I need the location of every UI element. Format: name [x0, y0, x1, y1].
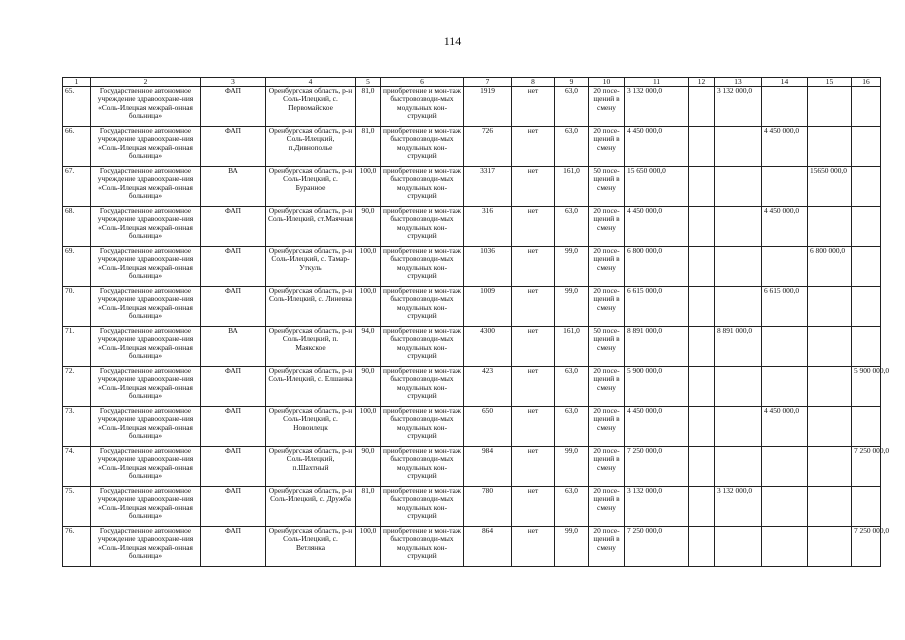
wear-percent-cell: 90,0	[356, 367, 381, 407]
availability-cell: нет	[512, 327, 555, 367]
capacity-cell: 20 посе-щений в смену	[589, 527, 625, 567]
year-cost-cell-12	[689, 327, 715, 367]
year-cost-cell-16	[852, 487, 881, 527]
availability-cell: нет	[512, 127, 555, 167]
total-cost-cell: 6 800 000,0	[625, 247, 689, 287]
capacity-cell: 20 посе-щений в смену	[589, 247, 625, 287]
year-cost-cell-16	[852, 207, 881, 247]
work-description-cell: приобретение и мон-таж быстровозводи-мых модульных кон-струкций	[381, 407, 464, 447]
wear-percent-cell: 81,0	[356, 87, 381, 127]
capacity-cell: 20 посе-щений в смену	[589, 207, 625, 247]
year-cost-cell-16	[852, 87, 881, 127]
year-cost-cell-12	[689, 207, 715, 247]
location-cell: Оренбургская область, р-н Соль-Илецкий, с. Первомайское	[266, 87, 356, 127]
year-cost-cell-15	[808, 287, 852, 327]
row-number-cell: 73.	[63, 407, 91, 447]
year-cost-cell-16	[852, 407, 881, 447]
availability-cell: нет	[512, 247, 555, 287]
year-cost-cell-13	[715, 167, 762, 207]
wear-percent-cell: 100,0	[356, 527, 381, 567]
column-header: 16	[852, 78, 881, 87]
area-cell: 161,0	[555, 167, 589, 207]
year-cost-cell-14	[762, 167, 808, 207]
year-cost-cell-12	[689, 487, 715, 527]
total-cost-cell: 15 650 000,0	[625, 167, 689, 207]
facility-type-cell: ФАП	[201, 127, 266, 167]
population-cell: 780	[464, 487, 512, 527]
organization-cell: Государственное автономное учреждение здравоохране-ния «Соль-Илецкая межрай-онная больница»	[91, 207, 201, 247]
table-row	[63, 207, 881, 247]
row-number-cell: 75.	[63, 487, 91, 527]
facility-type-cell: ФАП	[201, 287, 266, 327]
capacity-cell: 20 посе-щений в смену	[589, 487, 625, 527]
year-cost-cell-12	[689, 247, 715, 287]
availability-cell: нет	[512, 447, 555, 487]
year-cost-cell-16	[852, 167, 881, 207]
table-row	[63, 487, 881, 527]
year-cost-cell-16	[852, 287, 881, 327]
population-cell: 726	[464, 127, 512, 167]
population-cell: 1009	[464, 287, 512, 327]
facility-type-cell: ФАП	[201, 367, 266, 407]
population-cell: 316	[464, 207, 512, 247]
table-row	[63, 367, 881, 407]
area-cell: 99,0	[555, 527, 589, 567]
year-cost-cell-16	[852, 247, 881, 287]
area-cell: 63,0	[555, 87, 589, 127]
year-cost-cell-12	[689, 527, 715, 567]
capacity-cell: 20 посе-щений в смену	[589, 447, 625, 487]
facilities-table	[62, 77, 890, 567]
table-row	[63, 87, 881, 127]
year-cost-cell-15	[808, 527, 852, 567]
total-cost-cell: 8 891 000,0	[625, 327, 689, 367]
page-number: 114	[443, 34, 462, 48]
row-number-cell: 69.	[63, 247, 91, 287]
location-cell: Оренбургская область, р-н Соль-Илецкий, с. Буранное	[266, 167, 356, 207]
row-number-cell: 76.	[63, 527, 91, 567]
work-description-cell: приобретение и мон-таж быстровозводи-мых модульных кон-струкций	[381, 127, 464, 167]
total-cost-cell: 5 900 000,0	[625, 367, 689, 407]
capacity-cell: 20 посе-щений в смену	[589, 87, 625, 127]
work-description-cell: приобретение и мон-таж быстровозводи-мых модульных кон-струкций	[381, 87, 464, 127]
year-cost-cell-13: 3 132 000,0	[715, 487, 762, 527]
total-cost-cell: 7 250 000,0	[625, 447, 689, 487]
total-cost-cell: 6 615 000,0	[625, 287, 689, 327]
organization-cell: Государственное автономное учреждение здравоохране-ния «Соль-Илецкая межрай-онная больница»	[91, 447, 201, 487]
year-cost-cell-16: 5 900 000,0	[852, 367, 881, 407]
organization-cell: Государственное автономное учреждение здравоохране-ния «Соль-Илецкая межрай-онная больница»	[91, 127, 201, 167]
table-row	[63, 287, 881, 327]
work-description-cell: приобретение и мон-таж быстровозводи-мых модульных кон-струкций	[381, 327, 464, 367]
column-header: 3	[201, 78, 266, 87]
capacity-cell: 50 посе-щений в смену	[589, 167, 625, 207]
facility-type-cell: ВА	[201, 167, 266, 207]
location-cell: Оренбургская область, р-н Соль-Илецкий, п.Шахтный	[266, 447, 356, 487]
year-cost-cell-13	[715, 207, 762, 247]
organization-cell: Государственное автономное учреждение здравоохране-ния «Соль-Илецкая межрай-онная больница»	[91, 247, 201, 287]
area-cell: 99,0	[555, 447, 589, 487]
wear-percent-cell: 81,0	[356, 487, 381, 527]
row-number-cell: 65.	[63, 87, 91, 127]
total-cost-cell: 3 132 000,0	[625, 487, 689, 527]
total-cost-cell: 7 250 000,0	[625, 527, 689, 567]
availability-cell: нет	[512, 407, 555, 447]
wear-percent-cell: 100,0	[356, 247, 381, 287]
availability-cell: нет	[512, 87, 555, 127]
year-cost-cell-13	[715, 527, 762, 567]
year-cost-cell-13: 8 891 000,0	[715, 327, 762, 367]
year-cost-cell-14: 4 450 000,0	[762, 407, 808, 447]
table-row	[63, 167, 881, 207]
work-description-cell: приобретение и мон-таж быстровозводи-мых модульных кон-струкций	[381, 287, 464, 327]
wear-percent-cell: 90,0	[356, 207, 381, 247]
column-header: 10	[589, 78, 625, 87]
location-cell: Оренбургская область, р-н Соль-Илецкий, с. Елшанка	[266, 367, 356, 407]
column-header: 14	[762, 78, 808, 87]
total-cost-cell: 4 450 000,0	[625, 407, 689, 447]
column-header: 12	[689, 78, 715, 87]
column-header: 7	[464, 78, 512, 87]
year-cost-cell-12	[689, 367, 715, 407]
area-cell: 99,0	[555, 287, 589, 327]
year-cost-cell-15	[808, 207, 852, 247]
column-header: 2	[91, 78, 201, 87]
wear-percent-cell: 90,0	[356, 447, 381, 487]
year-cost-cell-16: 7 250 000,0	[852, 527, 881, 567]
column-header: 11	[625, 78, 689, 87]
column-header: 6	[381, 78, 464, 87]
year-cost-cell-15	[808, 127, 852, 167]
work-description-cell: приобретение и мон-таж быстровозводи-мых модульных кон-струкций	[381, 447, 464, 487]
wear-percent-cell: 100,0	[356, 287, 381, 327]
population-cell: 1036	[464, 247, 512, 287]
year-cost-cell-14: 4 450 000,0	[762, 127, 808, 167]
year-cost-cell-13	[715, 247, 762, 287]
row-number-cell: 74.	[63, 447, 91, 487]
year-cost-cell-14: 4 450 000,0	[762, 207, 808, 247]
work-description-cell: приобретение и мон-таж быстровозводи-мых модульных кон-струкций	[381, 367, 464, 407]
organization-cell: Государственное автономное учреждение здравоохране-ния «Соль-Илецкая межрай-онная больница»	[91, 367, 201, 407]
column-header: 1	[63, 78, 91, 87]
year-cost-cell-14: 6 615 000,0	[762, 287, 808, 327]
total-cost-cell: 3 132 000,0	[625, 87, 689, 127]
year-cost-cell-14	[762, 247, 808, 287]
facility-type-cell: ВА	[201, 327, 266, 367]
year-cost-cell-13	[715, 287, 762, 327]
column-header: 9	[555, 78, 589, 87]
year-cost-cell-13	[715, 447, 762, 487]
capacity-cell: 20 посе-щений в смену	[589, 367, 625, 407]
row-number-cell: 70.	[63, 287, 91, 327]
column-header: 13	[715, 78, 762, 87]
wear-percent-cell: 94,0	[356, 327, 381, 367]
work-description-cell: приобретение и мон-таж быстровозводи-мых модульных кон-струкций	[381, 167, 464, 207]
capacity-cell: 50 посе-щений в смену	[589, 327, 625, 367]
organization-cell: Государственное автономное учреждение здравоохране-ния «Соль-Илецкая межрай-онная больница»	[91, 87, 201, 127]
year-cost-cell-13	[715, 407, 762, 447]
population-cell: 984	[464, 447, 512, 487]
population-cell: 1919	[464, 87, 512, 127]
organization-cell: Государственное автономное учреждение здравоохране-ния «Соль-Илецкая межрай-онная больница»	[91, 487, 201, 527]
area-cell: 63,0	[555, 127, 589, 167]
work-description-cell: приобретение и мон-таж быстровозводи-мых модульных кон-струкций	[381, 247, 464, 287]
population-cell: 423	[464, 367, 512, 407]
year-cost-cell-12	[689, 167, 715, 207]
row-number-cell: 68.	[63, 207, 91, 247]
facility-type-cell: ФАП	[201, 407, 266, 447]
year-cost-cell-12	[689, 127, 715, 167]
year-cost-cell-14	[762, 327, 808, 367]
year-cost-cell-13: 3 132 000,0	[715, 87, 762, 127]
facility-type-cell: ФАП	[201, 207, 266, 247]
availability-cell: нет	[512, 287, 555, 327]
total-cost-cell: 4 450 000,0	[625, 207, 689, 247]
wear-percent-cell: 100,0	[356, 407, 381, 447]
location-cell: Оренбургская область, р-н Соль-Илецкий, ст.Маячная	[266, 207, 356, 247]
year-cost-cell-16: 7 250 000,0	[852, 447, 881, 487]
row-number-cell: 71.	[63, 327, 91, 367]
year-cost-cell-16	[852, 127, 881, 167]
year-cost-cell-15	[808, 87, 852, 127]
table-row	[63, 127, 881, 167]
year-cost-cell-13	[715, 127, 762, 167]
population-cell: 650	[464, 407, 512, 447]
year-cost-cell-15: 6 800 000,0	[808, 247, 852, 287]
year-cost-cell-12	[689, 447, 715, 487]
table-row	[63, 327, 881, 367]
year-cost-cell-14	[762, 367, 808, 407]
population-cell: 3317	[464, 167, 512, 207]
table-row	[63, 247, 881, 287]
location-cell: Оренбургская область, р-н Соль-Илецкий, с. Тамар-Уткуль	[266, 247, 356, 287]
facility-type-cell: ФАП	[201, 447, 266, 487]
year-cost-cell-16	[852, 327, 881, 367]
row-number-cell: 67.	[63, 167, 91, 207]
location-cell: Оренбургская область, р-н Соль-Илецкий, с. Дружба	[266, 487, 356, 527]
organization-cell: Государственное автономное учреждение здравоохране-ния «Соль-Илецкая межрай-онная больница»	[91, 167, 201, 207]
capacity-cell: 20 посе-щений в смену	[589, 407, 625, 447]
availability-cell: нет	[512, 207, 555, 247]
total-cost-cell: 4 450 000,0	[625, 127, 689, 167]
organization-cell: Государственное автономное учреждение здравоохране-ния «Соль-Илецкая межрай-онная больница»	[91, 327, 201, 367]
column-header: 8	[512, 78, 555, 87]
year-cost-cell-12	[689, 87, 715, 127]
row-number-cell: 66.	[63, 127, 91, 167]
year-cost-cell-15	[808, 487, 852, 527]
area-cell: 99,0	[555, 247, 589, 287]
population-cell: 4300	[464, 327, 512, 367]
capacity-cell: 20 посе-щений в смену	[589, 287, 625, 327]
column-header: 5	[356, 78, 381, 87]
year-cost-cell-13	[715, 367, 762, 407]
location-cell: Оренбургская область, р-н Соль-Илецкий, с. Ветлянка	[266, 527, 356, 567]
year-cost-cell-12	[689, 287, 715, 327]
column-header: 15	[808, 78, 852, 87]
work-description-cell: приобретение и мон-таж быстровозводи-мых модульных кон-струкций	[381, 207, 464, 247]
area-cell: 161,0	[555, 327, 589, 367]
table-row	[63, 447, 881, 487]
location-cell: Оренбургская область, р-н Соль-Илецкий, с. Новоилецк	[266, 407, 356, 447]
table-row	[63, 407, 881, 447]
area-cell: 63,0	[555, 487, 589, 527]
organization-cell: Государственное автономное учреждение здравоохране-ния «Соль-Илецкая межрай-онная больница»	[91, 527, 201, 567]
organization-cell: Государственное автономное учреждение здравоохране-ния «Соль-Илецкая межрай-онная больница»	[91, 287, 201, 327]
location-cell: Оренбургская область, р-н Соль-Илецкий, с. Линевка	[266, 287, 356, 327]
year-cost-cell-15	[808, 327, 852, 367]
year-cost-cell-15: 15650 000,0	[808, 167, 852, 207]
year-cost-cell-15	[808, 447, 852, 487]
availability-cell: нет	[512, 367, 555, 407]
location-cell: Оренбургская область, р-н Соль-Илецкий, п. Маякское	[266, 327, 356, 367]
row-number-cell: 72.	[63, 367, 91, 407]
column-header: 4	[266, 78, 356, 87]
facility-type-cell: ФАП	[201, 87, 266, 127]
area-cell: 63,0	[555, 407, 589, 447]
wear-percent-cell: 100,0	[356, 167, 381, 207]
table-row	[63, 527, 881, 567]
work-description-cell: приобретение и мон-таж быстровозводи-мых модульных кон-струкций	[381, 487, 464, 527]
capacity-cell: 20 посе-щений в смену	[589, 127, 625, 167]
organization-cell: Государственное автономное учреждение здравоохране-ния «Соль-Илецкая межрай-онная больница»	[91, 407, 201, 447]
availability-cell: нет	[512, 487, 555, 527]
facility-type-cell: ФАП	[201, 247, 266, 287]
year-cost-cell-14	[762, 447, 808, 487]
area-cell: 63,0	[555, 367, 589, 407]
facility-type-cell: ФАП	[201, 487, 266, 527]
year-cost-cell-12	[689, 407, 715, 447]
year-cost-cell-15	[808, 407, 852, 447]
facility-type-cell: ФАП	[201, 527, 266, 567]
population-cell: 864	[464, 527, 512, 567]
location-cell: Оренбургская область, р-н Соль-Илецкий, п.Дивнополье	[266, 127, 356, 167]
year-cost-cell-15	[808, 367, 852, 407]
work-description-cell: приобретение и мон-таж быстровозводи-мых модульных кон-струкций	[381, 527, 464, 567]
availability-cell: нет	[512, 167, 555, 207]
year-cost-cell-14	[762, 487, 808, 527]
wear-percent-cell: 81,0	[356, 127, 381, 167]
availability-cell: нет	[512, 527, 555, 567]
year-cost-cell-14	[762, 527, 808, 567]
area-cell: 63,0	[555, 207, 589, 247]
year-cost-cell-14	[762, 87, 808, 127]
